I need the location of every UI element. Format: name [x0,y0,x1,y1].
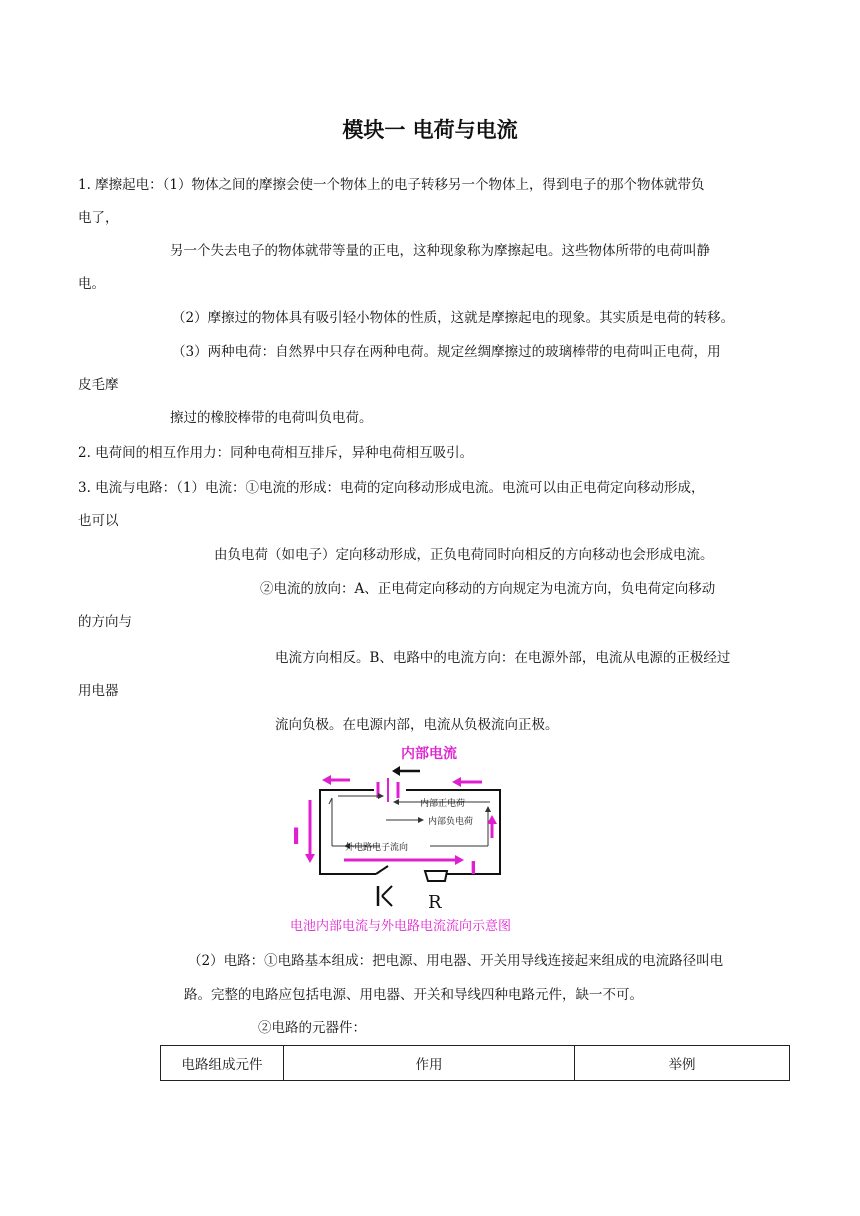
table-header-example: 举例 [575,1046,790,1081]
text-line-5: （2）摩擦过的物体具有吸引轻小物体的性质，这就是摩擦起电的现象。其实质是电荷的转移。 [172,310,735,326]
circuit-components-table [160,1045,790,1081]
text-line-12: 由负电荷（如电子）定向移动形成，正负电荷同时向相反的方向移动也会形成电流。 [214,547,714,563]
table-header-function: 作用 [284,1046,575,1081]
text-line-11: 也可以 [78,513,119,529]
text-line-1: 1. 摩擦起电：（1）物体之间的摩擦会使一个物体上的电子转移另一个物体上，得到电子的那个物体就带负 [78,177,705,193]
text-line-10: 3. 电流与电路：（1）电流：①电流的形成：电荷的定向移动形成电流。电流可以由正电荷定向移动形成， [78,480,705,496]
text-line-18: （2）电路：①电路基本组成：把电源、用电器、开关用导线连接起来组成的电流路径叫电 [188,953,724,969]
text-line-4: 电。 [78,276,105,292]
text-line-7: 皮毛摩 [78,377,119,393]
text-line-14: 的方向与 [78,614,132,630]
text-line-15: 电流方向相反。B、电路中的电流方向：在电源外部，电流从电源的正极经过 [275,650,731,666]
battery-icon [378,778,398,802]
table-header-row [161,1046,790,1081]
text-line-8: 擦过的橡胶棒带的电荷叫负电荷。 [170,410,373,426]
page-title: 模块一 电荷与电流 [342,118,518,142]
resistor-label: R [428,892,442,913]
label-internal-positive: 内部正电荷 [420,799,466,809]
text-line-3: 另一个失去电子的物体就带等量的正电，这种现象称为摩擦起电。这些物体所带的电荷叫静 [170,243,710,259]
switch-icon [376,866,392,906]
text-line-13: ②电流的放向：A、正电荷定向移动的方向规定为电流方向，负电荷定向移动 [260,581,716,597]
current-label-right: I [470,858,477,879]
text-line-6: （3）两种电荷：自然界中只存在两种电荷。规定丝绸摩擦过的玻璃棒带的电荷叫正电荷，用 [172,344,721,360]
text-line-17: 流向负极。在电源内部，电流从负极流向正极。 [275,717,559,733]
text-line-19: 路。完整的电路应包括电源、用电器、开关和导线四种电路元件，缺一不可。 [184,987,643,1003]
current-label-left: I [292,825,301,850]
text-line-9: 2. 电荷间的相互作用力：同种电荷相互排斥，异种电荷相互吸引。 [78,445,474,461]
text-line-2: 电了， [78,210,119,226]
diagram-top-label: 内部电流 [401,746,457,762]
resistor-icon [425,871,447,881]
text-line-20: ②电路的元器件： [258,1020,366,1036]
text-line-16: 用电器 [78,683,119,699]
label-external-electron: 外电路电子流向 [345,843,409,853]
table-header-component: 电路组成元件 [161,1046,284,1081]
circuit-diagram [280,738,570,938]
label-internal-negative: 内部负电荷 [428,817,474,827]
diagram-caption: 电池内部电流与外电路电流流向示意图 [290,919,512,934]
